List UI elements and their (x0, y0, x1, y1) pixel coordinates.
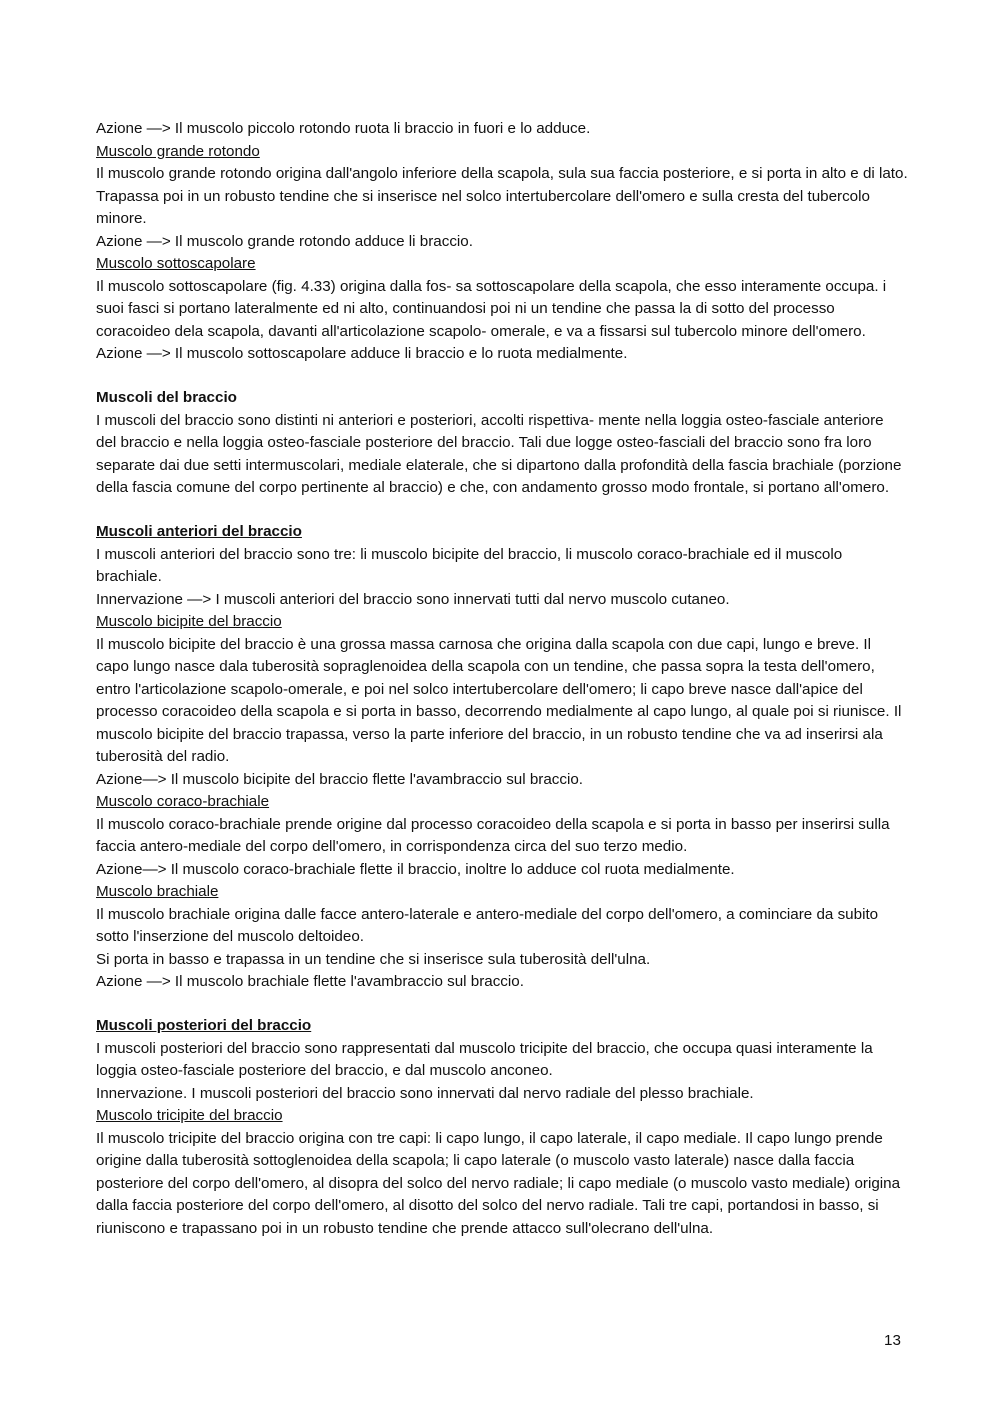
paragraph-sottoscapolare: Il muscolo sottoscapolare (fig. 4.33) origina dalla fos- sa sottoscapolare della scapola, che esso interamente occupa. i suoi fasci si portano lateralmente ed ni alto, continuandosi poi ni un tendine che passa la di sotto del processo coracoideo dela scapola, davanti all'articolazione scapolo- omerale, e va a fissarsi sul tubercolo minore dell'omero. (96, 277, 887, 340)
paragraph-innervazione-posteriori: Innervazione. I muscoli posteriori del braccio sono innervati dal nervo radiale del plesso brachiale. (96, 1084, 754, 1102)
paragraph-grande-rotondo: Il muscolo grande rotondo origina dall'angolo inferiore della scapola, sula sua faccia posteriore, e si porta in alto e di lato. Trapassa poi in un robusto tendine che si inserisce nel solco intertubercolare dell'omero e sulla cresta del tubercolo minore. (96, 165, 908, 227)
paragraph-tricipite: Il muscolo tricipite del braccio origina con tre capi: li capo lungo, il capo laterale, il capo mediale. Il capo lungo prende origine dalla tuberosità sottoglenoidea della scapola; li capo laterale (o muscolo vasto laterale) nasce dalla faccia posteriore del corpo dell'omero, al disopra del solco del nervo radiale; li capo mediale (o muscolo vasto mediale) origina dalla faccia posteriore del corpo dell'omero, al disotto del solco del nervo radiale. Tali tre capi, portandosi in basso, si riuniscono e trapassano poi in un robusto tendine che prende attacco sull'olecrano dell'ulna. (96, 1129, 901, 1237)
page-body (96, 118, 908, 1240)
paragraph-azione-coraco-brachiale: Azione—> Il muscolo coraco-brachiale flette il braccio, inoltre lo adduce col ruota medialmente. (96, 860, 735, 878)
paragraph-azione-bicipite: Azione—> Il muscolo bicipite del braccio flette l'avambraccio sul braccio. (96, 770, 584, 788)
section-spacer (96, 500, 908, 522)
page-number: 13 (884, 1332, 901, 1349)
heading-muscoli-posteriori: Muscoli posteriori del braccio (96, 1017, 312, 1034)
paragraph-azione-sottoscapolare: Azione —> Il muscolo sottoscapolare adduce li braccio e lo ruota medialmente. (96, 345, 628, 362)
paragraph-brachiale-inserzione: Si porta in basso e trapassa in un tendine che si inserisce sula tuberosità dell'ulna. (96, 950, 651, 968)
subheading-sottoscapolare: Muscolo sottoscapolare (96, 255, 256, 272)
paragraph-innervazione-anteriori: Innervazione —> I muscoli anteriori del braccio sono innervati tutti dal nervo muscolo cutaneo. (96, 590, 730, 608)
paragraph-azione-brachiale: Azione —> Il muscolo brachiale flette l'avambraccio sul braccio. (96, 973, 524, 990)
paragraph-azione-grande-rotondo: Azione —> Il muscolo grande rotondo adduce li braccio. (96, 232, 473, 250)
subheading-coraco-brachiale: Muscolo coraco-brachiale (96, 793, 270, 810)
heading-muscoli-braccio: Muscoli del braccio (96, 389, 237, 406)
section-spacer (96, 366, 908, 388)
subheading-bicipite: Muscolo bicipite del braccio (96, 613, 282, 630)
paragraph-muscoli-anteriori: I muscoli anteriori del braccio sono tre: li muscolo bicipite del braccio, li muscolo coraco-brachiale ed il muscolo brachiale. (96, 545, 843, 585)
section-spacer (96, 994, 908, 1016)
paragraph-muscoli-posteriori: I muscoli posteriori del braccio sono rappresentati dal muscolo tricipite del braccio, che occupa quasi interamente la loggia osteo-fasciale posteriore del braccio, e dal muscolo anconeo. (96, 1039, 873, 1079)
heading-muscoli-anteriori: Muscoli anteriori del braccio (96, 523, 302, 540)
subheading-grande-rotondo: Muscolo grande rotondo (96, 142, 260, 160)
paragraph-bicipite: Il muscolo bicipite del braccio è una grossa massa carnosa che origina dalla scapola con due capi, lungo e breve. Il capo lungo nasce dala tuberosità sopraglenoidea della scapola con un tendine, che passa sopra la testa dell'omero, entro l'articolazione scapolo-omerale, e poi nel solco intertubercolare dell'omero; li capo breve nasce dall'apice del processo coracoideo della scapola e si porta in basso, decorrendo medialmente al capo lungo, al quale poi si riunisce. Il muscolo bicipite del braccio trapassa, verso la parte inferiore del braccio, in un robusto tendine che va ad inserirsi ala tuberosità del radio. (96, 635, 902, 765)
paragraph-muscoli-braccio: I muscoli del braccio sono distinti ni anteriori e posteriori, accolti rispettiva- mente nella loggia osteo-fasciale anteriore del braccio e nella loggia osteo-fasciale posteriore del braccio. Tali due logge osteo-fasciali del braccio sono fra loro separate dai due setti intermuscolari, mediale elaterale, che si dipartono dalla profondità della fascia brachiale (porzione della fascia comune del corpo pertinente al braccio) e che, con andamento grosso modo frontale, si portano all'omero. (96, 411, 902, 496)
paragraph-brachiale: Il muscolo brachiale origina dalle facce antero-laterale e antero-mediale del corpo dell'omero, a cominciare da subito sotto l'inserzione del muscolo deltoideo. (96, 905, 879, 945)
paragraph-azione-piccolo-rotondo: Azione —> Il muscolo piccolo rotondo ruota li braccio in fuori e lo adduce. (96, 120, 591, 137)
subheading-tricipite: Muscolo tricipite del braccio (96, 1107, 283, 1124)
paragraph-coraco-brachiale: Il muscolo coraco-brachiale prende origine dal processo coracoideo della scapola e si porta in basso per inserirsi sulla faccia antero-mediale del corpo dell'omero, in corrispondenza circa del suo terzo medio. (96, 815, 890, 855)
subheading-brachiale: Muscolo brachiale (96, 883, 219, 900)
